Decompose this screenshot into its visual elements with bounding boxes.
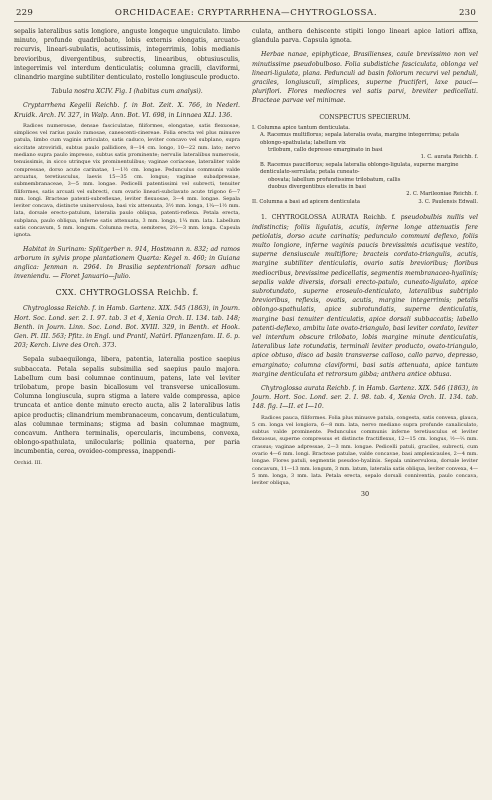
key-row-result: 3. C. Paulensis Edwall. [418,198,478,205]
cryptarrhena-continued-text: sepalis lateralibus satis longiore, anguste longeque unguiculato. limbo minuto, profunde quadrilobato, lobis externis elongatis, arcuato-recurvis, lineari-subulatis, acutissimis, integerrimis, lobis medianis brevioribus, divergentibus, subrectis, linearibus, obtusiusculis, integerrimis vel interdum denticulatis; columna gracili, claviformi, clinandrio margine subtiliter denticulato, rostello longiuscule producto. [14,28,240,82]
key-row-result [474,132,478,147]
left-page-number: 229 [16,8,34,18]
key-row-result: 2. C. Marileoniae Reichb. f. [406,191,478,198]
key-row [252,177,478,184]
species-synonymy: Chytroglossa aurata Reichb. f. in Hamb. Gartenz. XIX. 546 (1863), in Journ. Hort. Soc. Lond. ser. 2. I. 98. tab. 4, Xenia Orch. II. 134. tab. 148. fig. I—II. et I—10. [252,384,478,411]
key-row [252,125,478,132]
key-row [252,199,478,206]
key-row-text: A. Racemus multiflorus; sepala lateralia ovata, margine integerrima; petala oblongo-spathulata; labellum vix [260,132,459,146]
key-row-text [276,154,417,161]
genus-heading: CXX. CHYTROGLOSSA Reichb. f. [55,288,199,298]
right-page-number: 230 [458,8,476,18]
genus-citation: Chytroglossa Reichb. f. in Hamb. Gartenz. XIX. 545 (1863), in Journ. Hort. Soc. Lond. ser. 2. I. 97. tab. 3 et 4, Xenia Orch. II. 134. tab. 148; Benth. in Journ. Linn. Soc. Lond. Bot. XVIII. 329, in Benth. et Hook. Gen. Pl. III. 563; Pfitz. in Engl. und Prantl, Natürl. Pflanzenfam. II. 6. p. 203; Kerch. Livre des Orch. 373. [14,305,240,350]
key-row-result [474,162,478,177]
key-row-text: obovata; labellum profundissime trilobatum, callis [268,176,401,183]
key-row [252,147,478,154]
genus-description-continued: culata, anthera dehiscente stipiti longo lineari apice latiori affixa, glandula parva. Capsula ignota. [252,28,478,45]
bottom-page-number: 30 [360,489,370,498]
key-row-result: 1. C. aurata Reichb. f. [420,154,478,161]
key-row-result [474,147,478,154]
species-key [252,125,478,206]
species-heading-and-diagnosis [252,213,478,379]
key-row [252,191,478,198]
genus-description: Sepala subaequilonga, libera, patentia, lateralia postice saepius subbaccata. Petala sepalis subsimilia sed saepius paulo majora. Labellum cum basi columnae continuum, patens, late vel leviter trilobatum, prope basin bicallosum vel transverse unicallosum. Columna longiuscula, supra stigma a latere valde compressa, apice truncata et antice dente minuto erecto aucta, alis 2 lateralibus latis apice productis; clinandrium membranaceum, concavum, denticulatum, alas columnae terminans; stigma ad basin columnae magnum, concavum. Anthera terminalis, opercularis, incumbens, convexa, oblongo-spathulata, unilocularis; pollinia quaterna, per paria incumbentia, cerea, ovoideo-compressa, inappendi- [14,356,240,456]
two-column-body [14,27,478,498]
key-row-text [276,191,402,198]
running-header [14,8,478,22]
species-citation: Cryptarrhena Kegelii Reichb. f. in Bot. Zeit. X. 766, in Nederl. Kruidk. Arch. IV. 327, in Walp. Ann. Bot. VI. 698, in Linnaea XLI. 136. [14,102,240,119]
habitat-note: Habitat in Surinam: Splitgerber n. 914, Hostmann n. 832; ad ramos arborum in sylvis prope plantationem Quarta: Kegel n. 460; in Guiana anglica: Jenman n. 2964. In Brasilia septentrionali forsan adhuc inveniendu. — Floret Januario—Julio. [14,245,240,281]
species-diagnosis: pseudobulbis nullis vel indistinctis; foliis ligulatis, acutis, inferne longe attenuatis fere petiolatis, dorso acute carinatis; pedunculo communi deflexo, foliis multo longiore, inferne vaginis paucis brevissimis acutisque vestito, superne densiuscule multiflore; bracteis cordato-triangulis, acutis, margine subtiliter denticulatis, ovario satis brevioribus; floribus mediocribus, brevissime pedicellatis, segmentis membranaceo-hyalinis; sepalis valde diversis, dorsali erecto-patulo, cuneato-ligulato, apice subrotundato, superne eroseulo-denticulato, lateralibus subtriplo brevioribus, reflexis, ovatis, acutis, margine integerrimis; petalis oblongo-spathulatis, apice subrotundatis, superne denticulatis, margine basi tenuiter denticulatis, apice dorsali subbaccatis; labello patenti-deflexo, ambitu late ovato-triangulo, basi leviter cordato, leviter vel interdum obscure trilobato, lobis margine minute denticulatis, lateralibus late rotundatis, terminali leviter producto, ovato-triangulo, apice obtuso, disco ad basin transverse calloso, callo parvo, depresso, emarginato; columna claviformi, basi satis attenuata, apice tantum margine denticulata et retrorsum gibba; anthera antice obtusa. [252,214,479,378]
key-row [252,132,478,147]
key-row-text: I. Columna apice tantum denticulata. [252,124,350,131]
key-row-result [474,177,478,184]
key-row-text: trilobum, callo depresso emarginato in basi [268,147,383,154]
left-column [14,27,240,498]
key-row [252,154,478,161]
plate-reference: Tabula nostra XCIV. Fig. I (habitus cum analysi). [51,88,203,96]
key-row [252,184,478,191]
conspectus-title: CONSPECTUS SPECIERUM. [319,113,411,121]
species-long-description: Radices pauca, filiformes. Folia plus minusve patula, congesta, satis convexa, glauca, 5 cm. longa vel longiora, 6—8 mm. lata, nervo mediano supra profunde canaliculato, subtus valde prominente. Pedunculus communis inferne teretiusculus et leviter flexuosus, superne compressus et distincte fractiflexus, 12—15 cm. longus, ½—⅔ mm. crassus; vaginae adpressae, 2—3 mm. longae. Pedicelli patuli, graciles, subrecti, cum ovario 4—6 mm. longi. Bracteae patulae, valde concavae, basi amplexicaules, 2—4 mm. longae. Flores patuli, segmentis pseudoo-hyalinis. Sepala uninervulosa, dorsale leviter concavum, 11—13 mm. longum, 3 mm. latum, lateralia satis obliqua, leviter convexa, 4—5 mm. longa, 3 mm. lata. Petala erecta, sepalo dorsali conniventia, paulo concava, leviter obliqua, [252,414,478,487]
key-row-text: B. Racemus pauciflorus; sepala lateralia oblongo-ligulata, superne margine denticulato-serrulata; petala cuneato- [260,161,459,176]
key-row-result [474,125,478,132]
species-heading: 1. CHYTROGLOSSA AURATA Reichb. f. [261,214,396,222]
running-title: ORCHIDACEAE: CRYPTARRHENA—CHYTROGLOSSA. [114,8,378,18]
key-row-result [474,184,478,191]
right-column [252,27,478,498]
key-row [252,162,478,177]
signature-mark: Orchid. III. [14,459,43,466]
key-row-text: duobus divergentibus elevatis in basi [268,184,366,191]
genus-habit-paragraph: Herbae nanae, epiphyticae, Brasilienses, caule brevissimo non vel minutissime pseudobulboso. Folia subdistiche fasciculata, oblonga vel lineari-ligulata, plana. Pedunculi ad basin foliorum recurvi vel penduli, graciles, longiusculi, simplices, superne fructiferi, laxe pauci—pluriflori. Flores mediocres vel satis parvi, breviter pedicellati. Bracteae parvae vel minimae. [252,51,478,105]
key-row-text: II. Columna a basi ad apicem denticulata [252,198,360,205]
species-description: Radices numerosae, densae fasciculatae, filiformes, elongatae, satis flexuosae, simplices vel raríus paulo ramosae, canescenti-cinereae. Folia erecta vel plus minusve patula, limbo cum vaginis articulato, satis caduco, leviter concavo vel subplano, supra siccitate atroviridi, subtus paulo pallidiore, 8—14 cm. longo, 10—22 mm. lato; nervo mediano supra paulo impresso, subtus satis prominente; nervulis lateralibus numerosis, tenuissimis, in sicco utrinque vix prominentulibus; vaginae coriaceae, lateraliter valde compressae, dorso acute carinatae, 1—1½ cm. longae. Pedunculus communis valde arcuatus, teretiusculus, laevis 15—35 cm. longus; vaginae subadpressae, submembranaceae, 3—5 mm. longae. Pedicelli patentissimi vel subrecti, tenuiter filiformes, satis arcuati vel subrecti, cum ovario lineari-subclavato acute trigono 6—7 mm. longi. Bracteae patenti-subreflexae, leviter flexuosae, 3—4 mm. longae. Sepala leviter concava, distincte uninervulosa, basi vix attenuata, 3½ mm. longa, 1¼—1½ mm. lata, dorsale erecto-patulum, lateralia paulo obliqua, patenti-reflexa. Petala erecta, subplana, paulo obliqua, inferne satis attenuata, 3 mm. longa, 1¼ mm. lata. Labellum satis concavum, 5 mm. longum. Columna recta, semiteres, 2½—3 mm. longa. Capsula ignota. [14,122,240,239]
